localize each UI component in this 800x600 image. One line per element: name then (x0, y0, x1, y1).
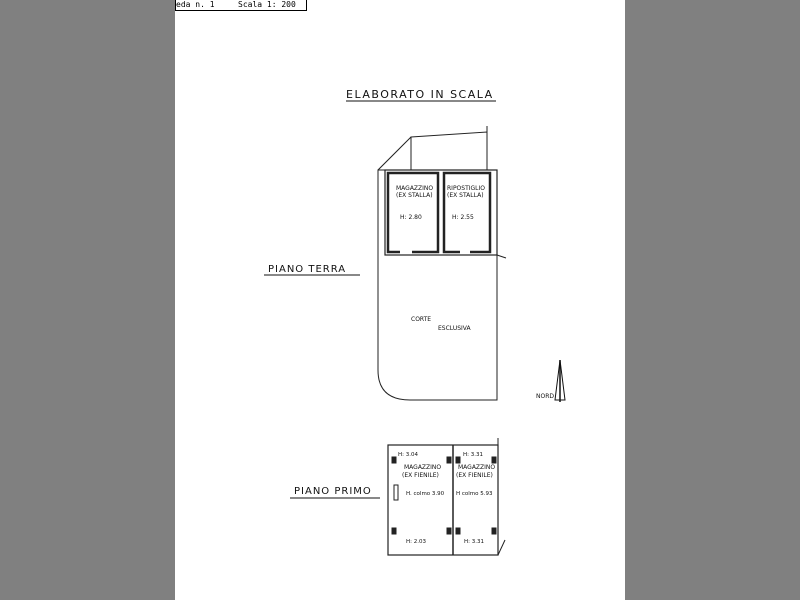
drawing-title: ELABORATO IN SCALA (346, 88, 494, 101)
first-room-right-height-mid: H colmo 5.93 (456, 491, 493, 497)
first-room-left-height-mid: H. colmo 3.90 (406, 491, 445, 497)
first-room-right-name: MAGAZZINO (458, 464, 496, 471)
first-room-left-name: MAGAZZINO (404, 464, 442, 471)
yard-label: CORTE (411, 316, 432, 323)
ground-room-left-name: MAGAZZINO (396, 185, 434, 192)
first-room-left-subtitle: (EX FIENILE) (402, 472, 439, 479)
ground-room-right-height: H: 2.55 (452, 214, 474, 221)
sheet-number: eda n. 1 (176, 0, 215, 9)
north-label: NORD (536, 393, 554, 400)
ground-floor-plan (378, 126, 506, 400)
yard-label-exclusive: ESCLUSIVA (438, 325, 471, 332)
first-room-left-height-bottom: H: 2.03 (406, 539, 426, 545)
ground-room-right-name: RIPOSTIGLIO (447, 185, 486, 192)
ground-room-left-subtitle: (EX STALLA) (396, 192, 433, 199)
ground-floor-label: PIANO TERRA (268, 264, 347, 275)
first-room-right-height-bottom: H: 3.31 (464, 539, 484, 545)
first-floor-label: PIANO PRIMO (294, 486, 372, 497)
first-room-right-subtitle: (EX FIENILE) (456, 472, 493, 479)
first-room-left-height-top: H: 3.04 (398, 452, 418, 458)
ground-room-right-subtitle: (EX STALLA) (447, 192, 484, 199)
north-arrow-icon (555, 360, 565, 402)
ground-room-left-height: H: 2.80 (400, 214, 422, 221)
scale-label: Scala 1: 200 (238, 0, 296, 9)
first-room-right-height-top: H: 3.31 (463, 452, 483, 458)
